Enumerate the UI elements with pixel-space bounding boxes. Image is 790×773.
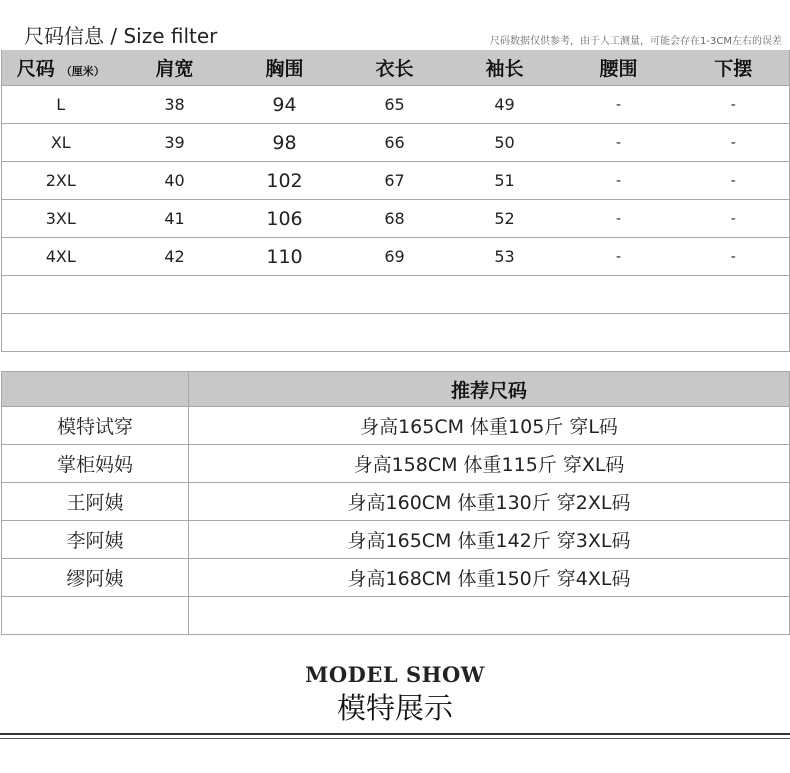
waist-cell: - xyxy=(560,238,678,276)
person-cell: 王阿姨 xyxy=(2,483,189,521)
model-show-subheading: 模特展示 xyxy=(336,691,453,725)
recommendation-cell: 身高165CM 体重105斤 穿L码 xyxy=(189,407,790,445)
unit-label: （厘米） xyxy=(60,65,105,78)
header-blank-cell xyxy=(2,372,189,407)
column-header-waist: 腰围 xyxy=(560,50,678,86)
recommendation-table xyxy=(1,371,790,635)
hem-cell: - xyxy=(678,238,790,276)
waist-cell: - xyxy=(560,162,678,200)
sleeve-cell: 49 xyxy=(450,86,560,124)
sleeve-cell: 51 xyxy=(450,162,560,200)
header xyxy=(24,18,784,48)
divider xyxy=(0,733,790,735)
length-cell: 68 xyxy=(340,200,450,238)
shoulder-cell: 42 xyxy=(120,238,230,276)
length-cell: 69 xyxy=(340,238,450,276)
shoulder-cell: 40 xyxy=(120,162,230,200)
table-row xyxy=(2,86,790,124)
empty-row xyxy=(2,597,790,635)
size-table xyxy=(1,50,790,352)
person-cell: 模特试穿 xyxy=(2,407,189,445)
table-row xyxy=(2,124,790,162)
chest-cell: 102 xyxy=(230,162,340,200)
column-header-hem: 下摆 xyxy=(678,50,790,86)
sleeve-cell: 53 xyxy=(450,238,560,276)
chest-cell: 106 xyxy=(230,200,340,238)
column-header-sleeve: 袖长 xyxy=(450,50,560,86)
size-cell: 4XL xyxy=(2,238,120,276)
recommendation-cell: 身高160CM 体重130斤 穿2XL码 xyxy=(189,483,790,521)
table-row xyxy=(2,483,790,521)
chest-cell: 98 xyxy=(230,124,340,162)
size-table-header xyxy=(2,50,790,86)
hem-cell: - xyxy=(678,124,790,162)
table-row xyxy=(2,445,790,483)
recommendation-cell: 身高158CM 体重115斤 穿XL码 xyxy=(189,445,790,483)
empty-row xyxy=(2,314,790,352)
recommendation-cell: 身高168CM 体重150斤 穿4XL码 xyxy=(189,559,790,597)
table-row xyxy=(2,407,790,445)
size-cell: L xyxy=(2,86,120,124)
sleeve-cell: 52 xyxy=(450,200,560,238)
hem-cell: - xyxy=(678,200,790,238)
table-row xyxy=(2,559,790,597)
table-row xyxy=(2,200,790,238)
model-show-heading: MODEL SHOW xyxy=(305,662,485,687)
column-header-chest: 胸围 xyxy=(230,50,340,86)
chest-cell: 110 xyxy=(230,238,340,276)
length-cell: 66 xyxy=(340,124,450,162)
recommendation-header xyxy=(2,372,790,407)
column-header-size: 尺码 （厘米） xyxy=(2,50,120,86)
size-cell: 3XL xyxy=(2,200,120,238)
sleeve-cell: 50 xyxy=(450,124,560,162)
hem-cell: - xyxy=(678,86,790,124)
waist-cell: - xyxy=(560,200,678,238)
table-row xyxy=(2,521,790,559)
person-cell: 掌柜妈妈 xyxy=(2,445,189,483)
column-header-length: 衣长 xyxy=(340,50,450,86)
chest-cell: 94 xyxy=(230,86,340,124)
length-cell: 65 xyxy=(340,86,450,124)
shoulder-cell: 39 xyxy=(120,124,230,162)
recommendation-cell: 身高165CM 体重142斤 穿3XL码 xyxy=(189,521,790,559)
column-header-shoulder: 肩宽 xyxy=(120,50,230,86)
waist-cell: - xyxy=(560,86,678,124)
length-cell: 67 xyxy=(340,162,450,200)
measurement-note: 尺码数据仅供参考，由于人工测量，可能会存在1-3CM左右的误差 xyxy=(490,36,782,47)
waist-cell: - xyxy=(560,124,678,162)
table-row xyxy=(2,238,790,276)
shoulder-cell: 38 xyxy=(120,86,230,124)
empty-row xyxy=(2,276,790,314)
divider xyxy=(0,738,790,739)
person-cell: 李阿姨 xyxy=(2,521,189,559)
size-cell: XL xyxy=(2,124,120,162)
person-cell: 缪阿姨 xyxy=(2,559,189,597)
size-cell: 2XL xyxy=(2,162,120,200)
table-row xyxy=(2,162,790,200)
hem-cell: - xyxy=(678,162,790,200)
shoulder-cell: 41 xyxy=(120,200,230,238)
page-title: 尺码信息 / Size filter xyxy=(24,24,218,48)
recommendation-title: 推荐尺码 xyxy=(189,372,790,407)
